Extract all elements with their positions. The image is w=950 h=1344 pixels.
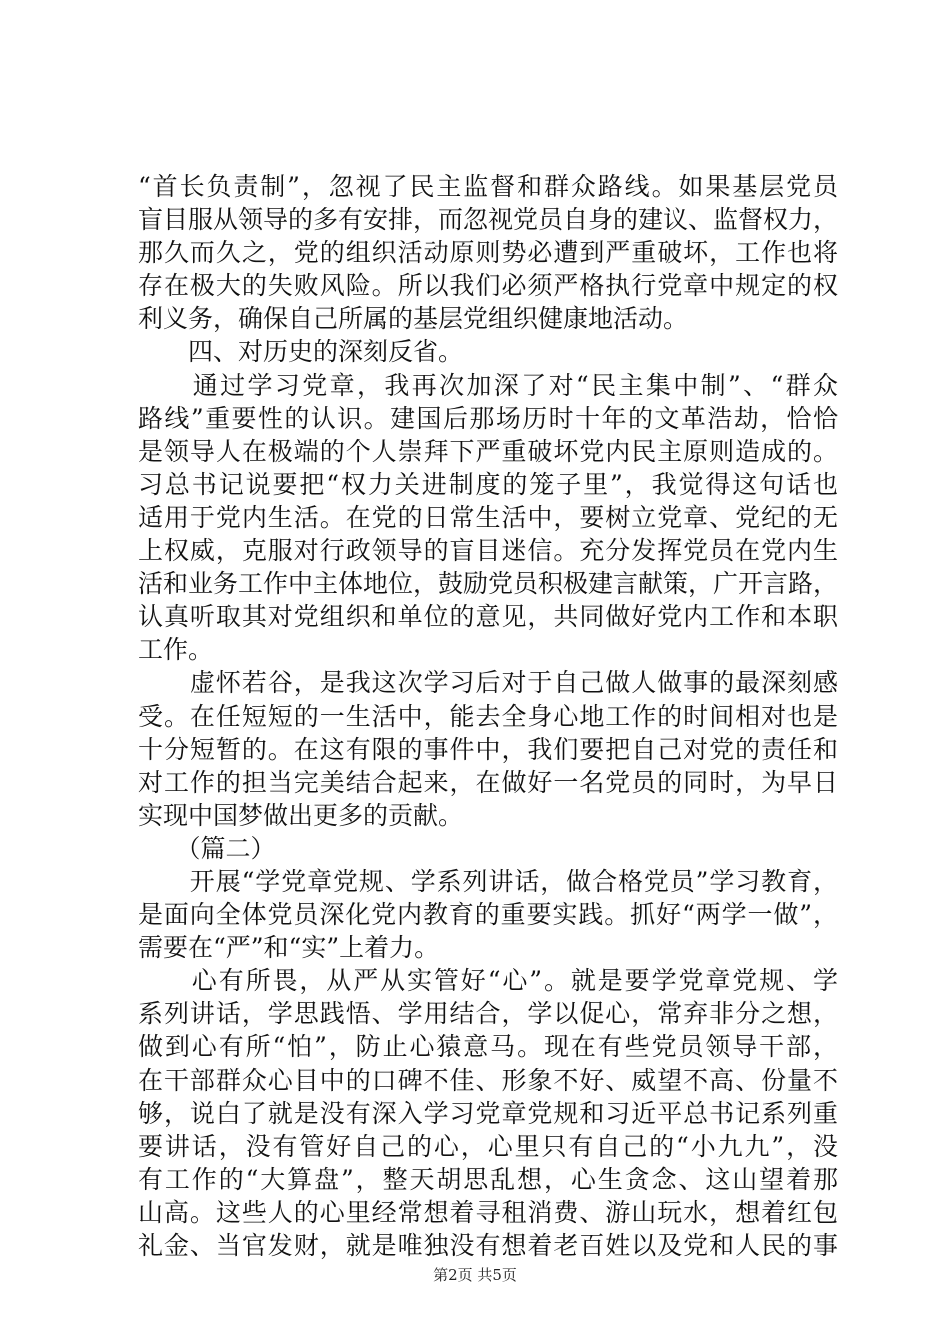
text-line: 在干部群众心目中的口碑不佳、形象不好、威望不高、份量不 bbox=[138, 1065, 838, 1095]
text-line: 要讲话，没有管好自己的心，心里只有自己的“小九九”，没 bbox=[138, 1131, 838, 1161]
text-line: 需要在“严”和“实”上着力。 bbox=[138, 933, 440, 963]
text-line: 虚怀若谷，是我这次学习后对于自己做人做事的最深刻感 bbox=[138, 668, 838, 698]
text-line: 心有所畏，从严从实管好“心”。就是要学党章党规、学 bbox=[138, 966, 838, 996]
text-line: 是面向全体党员深化党内教育的重要实践。抓好“两学一做”， bbox=[138, 900, 838, 930]
text-line: 习总书记说要把“权力关进制度的笼子里”，我觉得这句话也 bbox=[138, 469, 838, 499]
text-line: 那久而久之，党的组织活动原则势必遭到严重破坏，工作也将 bbox=[138, 238, 838, 268]
text-line: 认真听取其对党组织和单位的意见，共同做好党内工作和本职 bbox=[138, 602, 838, 632]
text-line: （篇二） bbox=[138, 833, 276, 863]
text-line: 工作。 bbox=[138, 635, 214, 665]
text-line: 通过学习党章，我再次加深了对“民主集中制”、“群众 bbox=[138, 370, 838, 400]
text-line: 路线”重要性的认识。建国后那场历时十年的文革浩劫，恰恰 bbox=[138, 403, 838, 433]
text-line: 存在极大的失败风险。所以我们必须严格执行党章中规定的权 bbox=[138, 271, 838, 301]
text-line: 做到心有所“怕”，防止心猿意马。现在有些党员领导干部， bbox=[138, 1032, 838, 1062]
text-line: 实现中国梦做出更多的贡献。 bbox=[138, 800, 464, 830]
text-line: 受。在任短短的一生活中，能去全身心地工作的时间相对也是 bbox=[138, 701, 838, 731]
text-line: 盲目服从领导的多有安排，而忽视党员自身的建议、监督权力， bbox=[138, 205, 839, 235]
text-line: 山高。这些人的心里经常想着寻租消费、游山玩水，想着红包 bbox=[138, 1197, 838, 1227]
text-line: 适用于党内生活。在党的日常生活中，要树立党章、党纪的无 bbox=[138, 502, 838, 532]
text-line: “首长负责制”，忽视了民主监督和群众路线。如果基层党员 bbox=[138, 172, 838, 201]
text-line: 礼金、当官发财，就是唯独没有想着老百姓以及党和人民的事 bbox=[138, 1231, 838, 1260]
page-footer: 第2页 共5页 bbox=[433, 1266, 517, 1284]
text-line: 有工作的“大算盘”，整天胡思乱想，心生贪念、这山望着那 bbox=[138, 1164, 838, 1194]
text-line: 十分短暂的。在这有限的事件中，我们要把自己对党的责任和 bbox=[138, 734, 838, 764]
text-line: 系列讲话，学思践悟、学用结合，学以促心，常弃非分之想， bbox=[138, 999, 838, 1029]
text-line: 四、对历史的深刻反省。 bbox=[138, 337, 464, 367]
text-line: 够，说白了就是没有深入学习党章党规和习近平总书记系列重 bbox=[138, 1098, 838, 1128]
text-line: 是领导人在极端的个人崇拜下严重破坏党内民主原则造成的。 bbox=[138, 436, 838, 466]
text-line: 上权威，克服对行政领导的盲目迷信。充分发挥党员在党内生 bbox=[138, 536, 838, 566]
body-text bbox=[138, 170, 838, 1262]
text-line: 对工作的担当完美结合起来，在做好一名党员的同时，为早日 bbox=[138, 767, 838, 797]
text-line: 开展“学党章党规、学系列讲话，做合格党员”学习教育， bbox=[138, 866, 838, 896]
text-line: 利义务，确保自己所属的基层党组织健康地活动。 bbox=[138, 304, 689, 334]
text-line: 活和业务工作中主体地位，鼓励党员积极建言献策，广开言路， bbox=[138, 569, 839, 599]
